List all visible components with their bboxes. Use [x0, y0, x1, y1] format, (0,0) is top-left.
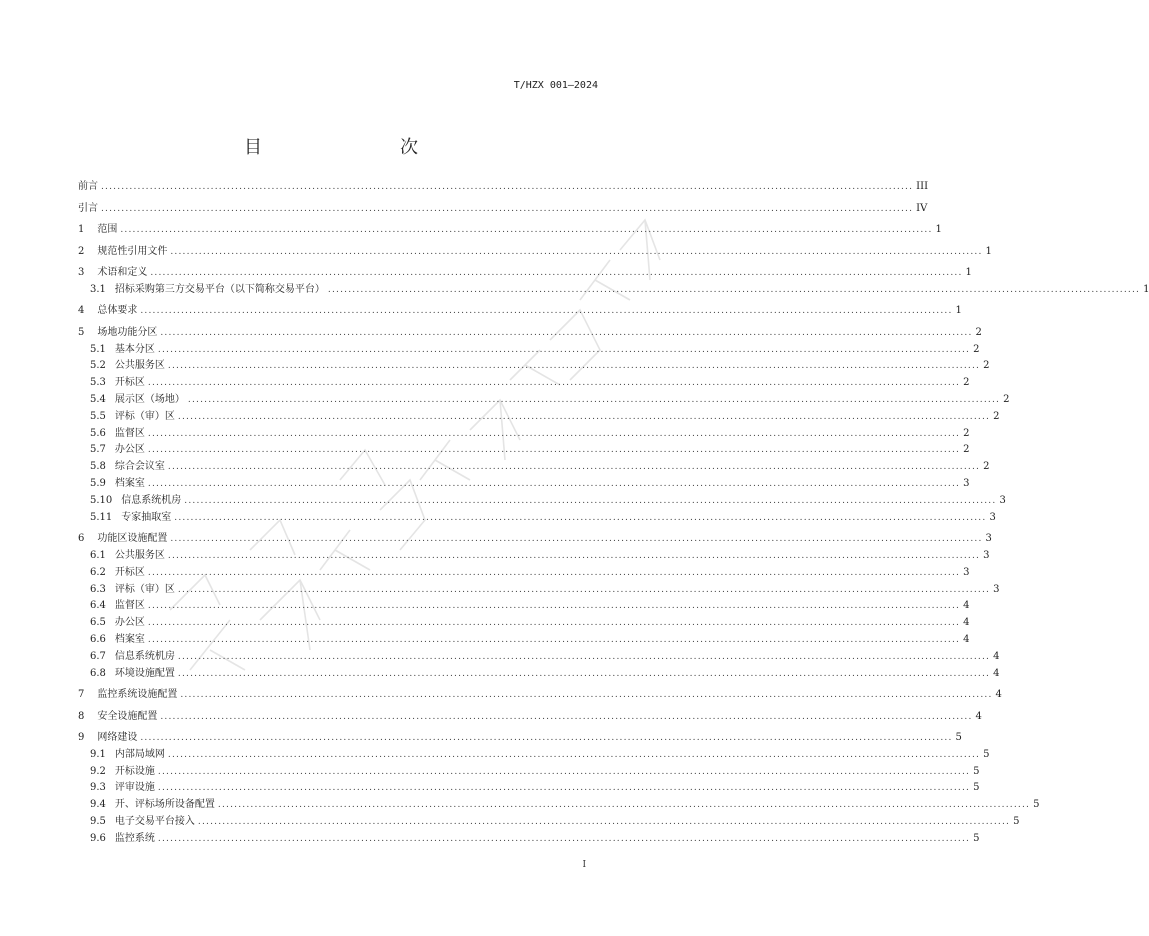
toc-entry-page: 4 [995, 689, 1002, 700]
toc-entry-number: 5.3 [90, 377, 106, 389]
dot-leader: ........................................................................................................................................................................................................ [120, 225, 933, 235]
toc-entry[interactable] [78, 583, 1000, 597]
toc-entry-number: 9 [78, 732, 85, 743]
dot-leader: ........................................................................................................................................................................................................ [147, 479, 961, 489]
toc-entry-label: 总体要求 [97, 305, 138, 317]
toc-entry-label: 档案室 [114, 478, 145, 489]
toc-entry-number: 6.1 [90, 549, 106, 561]
toc-entry[interactable] [78, 304, 962, 318]
dot-leader: ........................................................................................................................................................................................................ [147, 378, 961, 389]
dot-leader: ........................................................................................................................................................................................................ [170, 246, 983, 257]
toc-entry-page: 2 [993, 410, 1000, 422]
toc-entry[interactable] [78, 283, 1149, 297]
toc-entry-page: 5 [973, 765, 980, 777]
toc-entry-page: 5 [1013, 816, 1020, 827]
toc-entry-label: 公共服务区 [114, 360, 165, 372]
toc-entry-number: 6.4 [90, 600, 106, 612]
toc-entry-number: 6.7 [90, 650, 106, 662]
toc-entry-page: 4 [963, 617, 970, 629]
toc-entry-label: 办公区 [114, 444, 145, 456]
toc-entry[interactable] [78, 710, 982, 724]
toc-entry-number: 6 [78, 533, 85, 545]
toc-entry-page: 3 [989, 511, 996, 523]
toc-entry-number: 7 [78, 689, 85, 700]
toc-entry-page: 1 [965, 267, 972, 278]
toc-entry-label: 内部局域网 [114, 748, 165, 760]
toc-entry-label: 办公区 [114, 617, 145, 629]
toc-entry-page: 4 [975, 710, 982, 722]
toc-entry[interactable] [78, 781, 980, 795]
dot-leader: ........................................................................................................................................................................................................ [167, 550, 981, 561]
toc-entry-page: 3 [983, 549, 990, 561]
toc-entry[interactable] [78, 410, 1000, 424]
dot-leader: ........................................................................................................................................................................................................ [147, 618, 961, 629]
toc-entry-page: 1 [955, 305, 962, 317]
toc-entry-number: 3 [78, 267, 85, 278]
toc-entry[interactable] [78, 633, 970, 647]
toc-entry-page: 2 [983, 360, 990, 372]
dot-leader: ........................................................................................................................................................................................................ [160, 711, 973, 722]
toc-entry-page: 4 [993, 650, 1000, 662]
dot-leader: ........................................................................................................................................................................................................ [157, 783, 971, 794]
toc-entry-label: 安全设施配置 [97, 710, 158, 722]
toc-entry-page: 1 [985, 245, 992, 257]
toc-entry-label: 监督区 [114, 600, 145, 612]
toc-entry-number: 5.7 [90, 444, 106, 456]
toc-entry-label: 监督区 [114, 427, 145, 439]
dot-leader: ........................................................................................................................................................................................................ [177, 651, 991, 662]
toc-entry-number: 5.9 [90, 478, 106, 489]
dot-leader: ........................................................................................................................................................................................................ [184, 495, 997, 506]
toc-entry-number: 6.2 [90, 566, 106, 578]
toc-entry[interactable] [78, 460, 990, 474]
toc-entry[interactable] [78, 223, 942, 237]
toc-entry-label: 信息系统机房 [114, 650, 175, 662]
toc-entry-label: 监控系统 [114, 832, 155, 844]
dot-leader: ........................................................................................................................................................................................................ [167, 749, 981, 760]
dot-leader: ........................................................................................................................................................................................................ [217, 800, 1031, 811]
toc-entry[interactable] [78, 549, 990, 563]
toc-entry-number: 4 [78, 305, 85, 317]
dot-leader: ........................................................................................................................................................................................................ [167, 462, 981, 473]
toc-entry-label: 开标区 [114, 377, 145, 389]
toc-entry-number: 5.1 [90, 343, 106, 355]
toc-entry[interactable] [78, 765, 980, 779]
toc-entry[interactable] [78, 815, 1020, 829]
toc-entry-label: 开标设施 [114, 765, 155, 777]
toc-entry-number: 5.5 [90, 410, 106, 422]
toc-entry[interactable] [78, 616, 970, 630]
toc-entry-number: 9.1 [90, 748, 106, 760]
dot-leader: ........................................................................................................................................................................................................ [327, 284, 1141, 295]
toc-entry-page: 5 [973, 782, 980, 794]
toc-entry[interactable] [78, 494, 1006, 508]
toc-entry[interactable] [78, 667, 1000, 681]
toc-entry[interactable] [78, 427, 970, 441]
toc-entry-number: 6.5 [90, 617, 106, 629]
dot-leader: ........................................................................................................................................................................................................ [177, 668, 991, 679]
toc-entry-label: 范围 [97, 224, 118, 235]
toc-entry-page: 3 [993, 583, 1000, 595]
toc-entry-label: 专家抽取室 [121, 511, 172, 523]
toc-entry-number: 9.3 [90, 782, 106, 794]
toc-entry-number: 6.6 [90, 633, 106, 645]
toc-entry-page: 1 [1143, 283, 1149, 295]
dot-leader: ........................................................................................................................................................................................................ [157, 766, 971, 777]
toc-entry-page: 5 [983, 748, 990, 760]
toc-entry[interactable] [78, 566, 970, 580]
dot-leader: ........................................................................................................................................................................................................ [187, 395, 1001, 405]
toc-entry-page: 2 [963, 427, 970, 439]
dot-leader: ........................................................................................................................................................................................................ [147, 567, 961, 578]
toc-entry-page: 3 [985, 533, 992, 545]
toc-entry[interactable] [78, 832, 980, 846]
toc-entry-label: 开标区 [114, 566, 145, 578]
toc-entry-label: 引言 [78, 202, 98, 214]
toc-entry[interactable] [78, 477, 970, 491]
toc-entry-number: 5.2 [90, 360, 106, 372]
dot-leader: ........................................................................................................................................................................................................ [147, 445, 961, 456]
toc-entry-label: 监控系统设施配置 [97, 689, 178, 700]
toc-entry-page: 3 [963, 566, 970, 578]
toc-entry-label: 信息系统机房 [121, 494, 182, 506]
toc-entry-label: 规范性引用文件 [97, 245, 168, 257]
toc-entry[interactable] [78, 748, 990, 762]
toc-entry-page: 2 [983, 461, 990, 473]
toc-entry-number: 1 [78, 224, 85, 235]
toc-entry-label: 档案室 [114, 633, 145, 645]
toc-entry-number: 5 [78, 326, 85, 338]
toc-entry-number: 9.5 [90, 816, 106, 827]
toc-entry[interactable] [78, 511, 996, 525]
toc-entry[interactable] [78, 359, 990, 373]
toc-entry[interactable] [78, 202, 928, 216]
dot-leader: ........................................................................................................................................................................................................ [170, 534, 983, 545]
document-code: T/HZX 001—2024 [513, 80, 598, 91]
toc-entry-number: 5.11 [90, 511, 113, 523]
toc-entry[interactable] [78, 650, 1000, 664]
toc-entry-number: 5.10 [90, 494, 113, 506]
toc-entry-number: 9.6 [90, 832, 106, 844]
toc-entry-number: 5.4 [90, 394, 106, 405]
toc-entry[interactable] [78, 443, 970, 457]
toc-entry-page: 5 [955, 732, 962, 743]
toc-entry-page: 2 [963, 444, 970, 456]
page-title: 目 次 [244, 137, 452, 158]
toc-entry-number: 3.1 [90, 283, 106, 295]
toc-entry-page: IV [916, 202, 928, 214]
toc-entry-page: 2 [1003, 394, 1010, 405]
toc-entry[interactable] [78, 376, 970, 390]
toc-entry-number: 8 [78, 710, 85, 722]
toc-entry-page: 5 [1033, 799, 1040, 811]
toc-entry-label: 综合会议室 [114, 461, 165, 473]
dot-leader: ........................................................................................................................................................................................................ [101, 182, 914, 192]
toc-entry-label: 评审设施 [114, 782, 155, 794]
dot-leader: ........................................................................................................................................................................................................ [150, 268, 963, 278]
toc-entry[interactable] [78, 343, 980, 357]
toc-entry-label: 开、评标场所设备配置 [114, 799, 215, 811]
toc-entry[interactable] [78, 599, 970, 613]
dot-leader: ........................................................................................................................................................................................................ [101, 203, 914, 214]
toc-entry-page: 4 [963, 633, 970, 645]
toc-entry[interactable] [78, 326, 982, 340]
toc-entry[interactable] [78, 798, 1040, 812]
toc-entry-number: 6.3 [90, 583, 106, 595]
toc-entry-number: 9.2 [90, 765, 106, 777]
toc-entry-page: III [916, 181, 929, 192]
toc-entry-label: 场地功能分区 [97, 326, 158, 338]
toc-entry-number: 2 [78, 245, 85, 257]
toc-entry-page: 3 [963, 478, 970, 489]
toc-entry-page: 2 [973, 343, 980, 355]
toc-entry-label: 评标（审）区 [114, 583, 175, 595]
toc-entry-page: 4 [963, 600, 970, 612]
dot-leader: ........................................................................................................................................................................................................ [174, 512, 987, 523]
dot-leader: ........................................................................................................................................................................................................ [177, 411, 991, 422]
toc-entry[interactable] [78, 266, 972, 280]
page-number: I [582, 860, 586, 870]
dot-leader: ........................................................................................................................................................................................................ [167, 361, 981, 372]
toc-entry[interactable] [78, 180, 929, 194]
toc-entry-label: 公共服务区 [114, 549, 165, 561]
toc-entry-page: 1 [935, 224, 942, 235]
toc-entry[interactable] [78, 731, 962, 745]
dot-leader: ........................................................................................................................................................................................................ [140, 306, 953, 317]
toc-entry[interactable] [78, 393, 1010, 407]
dot-leader: ........................................................................................................................................................................................................ [147, 428, 961, 439]
dot-leader: ........................................................................................................................................................................................................ [177, 584, 991, 595]
toc-entry-label: 前言 [78, 181, 98, 192]
toc-entry-label: 评标（审）区 [114, 410, 175, 422]
toc-entry-number: 5.6 [90, 427, 106, 439]
toc-entry-label: 基本分区 [114, 343, 155, 355]
dot-leader: ........................................................................................................................................................................................................ [140, 733, 953, 743]
toc-entry-number: 9.4 [90, 799, 106, 811]
toc-entry-number: 5.8 [90, 461, 106, 473]
toc-entry[interactable] [78, 532, 992, 546]
toc-entry[interactable] [78, 688, 1002, 702]
dot-leader: ........................................................................................................................................................................................................ [157, 344, 971, 355]
dot-leader: ........................................................................................................................................................................................................ [157, 833, 971, 844]
toc-entry-label: 功能区设施配置 [97, 533, 168, 545]
toc-entry-label: 电子交易平台接入 [114, 816, 195, 827]
toc-entry-label: 展示区（场地） [114, 394, 185, 405]
toc-entry-page: 3 [999, 494, 1006, 506]
dot-leader: ........................................................................................................................................................................................................ [180, 690, 993, 700]
toc-entry-page: 4 [993, 667, 1000, 679]
dot-leader: ........................................................................................................................................................................................................ [147, 634, 961, 645]
toc-entry-number: 6.8 [90, 667, 106, 679]
dot-leader: ........................................................................................................................................................................................................ [147, 601, 961, 612]
toc-entry-page: 5 [973, 832, 980, 844]
dot-leader: ........................................................................................................................................................................................................ [197, 817, 1011, 827]
toc-entry-label: 术语和定义 [97, 267, 148, 278]
toc-entry[interactable] [78, 245, 992, 259]
toc-entry-page: 2 [963, 377, 970, 389]
toc-entry-label: 环境设施配置 [114, 667, 175, 679]
toc-entry-page: 2 [975, 326, 982, 338]
toc-entry-label: 网络建设 [97, 732, 138, 743]
dot-leader: ........................................................................................................................................................................................................ [160, 327, 973, 338]
toc-entry-label: 招标采购第三方交易平台（以下简称交易平台） [114, 283, 325, 295]
